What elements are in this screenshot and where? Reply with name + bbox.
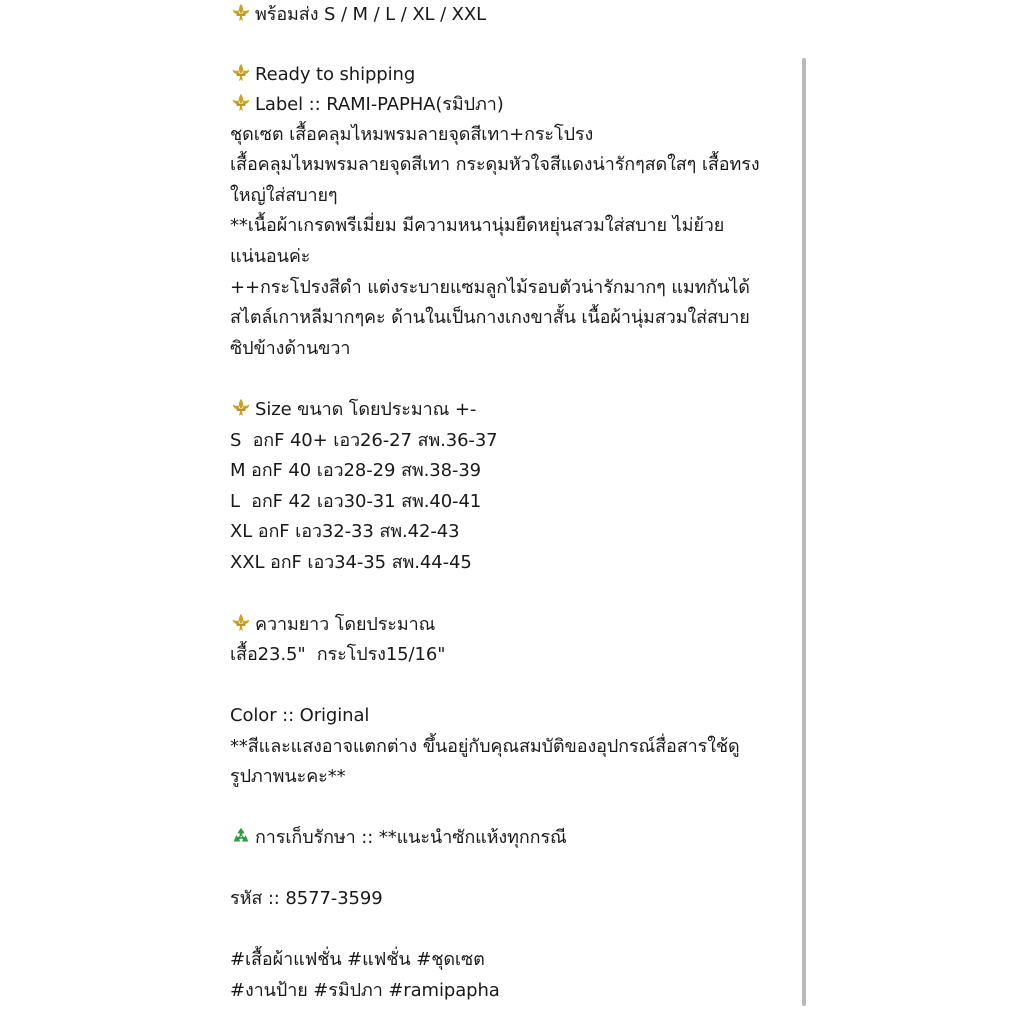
product-code: รหัส :: 8577-3599 xyxy=(230,888,383,909)
size-row: S อกF 40+ เอว26-27 สพ.36-37 xyxy=(230,430,498,451)
color-note-line: **สีและแสงอาจแตกต่าง ขึ้นอยู่กับคุณสมบัติของอุปกรณ์สื่อสารใช้ดู xyxy=(230,736,740,757)
size-row: M อกF 40 เอว28-29 สพ.38-39 xyxy=(230,460,482,481)
hashtags-line: #งานป้าย #รมิปภา #ramipapha xyxy=(230,980,500,1001)
post-content xyxy=(230,0,800,1024)
description-line: ซิปข้างด้านขวา xyxy=(230,338,351,359)
label-line xyxy=(230,90,504,120)
description-line: ใหญ่ใส่สบายๆ xyxy=(230,185,338,206)
size-row: XXL อกF เอว34-35 สพ.44-45 xyxy=(230,552,472,573)
length-heading xyxy=(230,610,435,640)
fleur-de-lis-icon xyxy=(230,612,252,634)
fleur-de-lis-icon xyxy=(230,92,252,114)
description-line: เสื้อคลุมไหมพรมลายจุดสีเทา กระดุมหัวใจสีแดงน่ารักๆสดใสๆ เสื้อทรง xyxy=(230,154,760,175)
description-line: ชุดเซต เสื้อคลุมไหมพรมลายจุดสีเทา+กระโปรง xyxy=(230,124,594,145)
stock-sizes-line xyxy=(230,0,486,30)
hashtags-line: #เสื้อผ้าแฟชั่น #แฟชั่น #ชุดเซต xyxy=(230,949,485,970)
fleur-de-lis-icon xyxy=(230,2,252,24)
description-line: **เนื้อผ้าเกรดพรีเมี่ยม มีความหนานุ่มยืดหยุ่นสวมใส่สบาย ไม่ย้วย xyxy=(230,215,725,236)
care-text: การเก็บรักษา :: **แนะนำซักแห้งทุกกรณี xyxy=(255,827,567,848)
size-heading-text: Size ขนาด โดยประมาณ +- xyxy=(255,399,477,420)
color-note-line: รูปภาพนะคะ** xyxy=(230,766,346,787)
care-line xyxy=(230,823,567,853)
description-line: แน่นอนค่ะ xyxy=(230,246,311,267)
fleur-de-lis-icon xyxy=(230,62,252,84)
vertical-scrollbar[interactable] xyxy=(802,58,806,1006)
description-line: สไตล์เกาหลีมากๆคะ ด้านในเป็นกางเกงขาสั้น เนื้อผ้านุ่มสวมใส่สบาย xyxy=(230,307,750,328)
color-line: Color :: Original xyxy=(230,705,370,726)
fleur-de-lis-icon xyxy=(230,397,252,419)
description-line: ++กระโปรงสีดำ แต่งระบายแซมลูกไม้รอบตัวน่ารักมากๆ แมทกันได้ xyxy=(230,277,750,298)
stock-sizes-text: พร้อมส่ง S / M / L / XL / XXL xyxy=(255,4,487,25)
length-value: เสื้อ23.5" กระโปรง15/16" xyxy=(230,644,446,665)
label-text: Label :: RAMI-PAPHA(รมิปภา) xyxy=(255,94,504,115)
size-heading xyxy=(230,395,476,425)
recycle-icon xyxy=(230,825,252,847)
size-row: L อกF 42 เอว30-31 สพ.40-41 xyxy=(230,491,482,512)
size-row: XL อกF เอว32-33 สพ.42-43 xyxy=(230,521,460,542)
ready-to-ship-line xyxy=(230,60,415,90)
length-heading-text: ความยาว โดยประมาณ xyxy=(255,614,436,635)
ready-to-ship-text: Ready to shipping xyxy=(255,64,416,85)
